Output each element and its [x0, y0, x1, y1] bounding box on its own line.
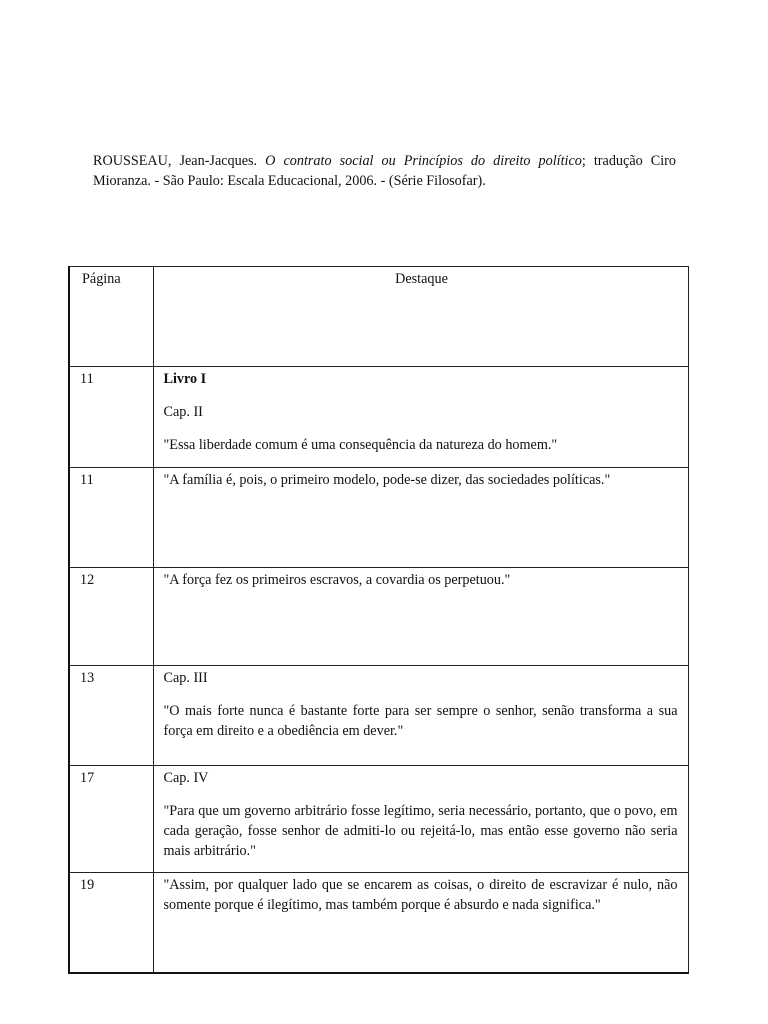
table-row	[69, 666, 688, 766]
quote-text: "A família é, pois, o primeiro modelo, pode-se dizer, das sociedades políticas."	[163, 472, 611, 488]
chapter-label: Cap. II	[163, 404, 203, 420]
quote-text: "Para que um governo arbitrário fosse legítimo, seria necessário, portanto, que o povo, em cada geração, fosse senhor de admiti-lo ou rejeitá-lo, mas então esse governo não seria mais arbitrário."	[163, 803, 678, 859]
row-page-number: 17	[69, 766, 153, 873]
row-page-number: 11	[69, 367, 153, 468]
citation-publication-details: ; tradução Ciro Mioranza. - São Paulo: Escala Educacional, 2006. - (Série Filosofar).	[93, 153, 676, 189]
table-row	[69, 468, 688, 568]
row-page-number: 13	[69, 666, 153, 766]
row-page-number: 12	[69, 568, 153, 666]
row-highlight	[153, 666, 688, 766]
quote-text: "O mais forte nunca é bastante forte para ser sempre o senhor, senão transforma a sua força em direito e a obediência em dever."	[163, 703, 678, 739]
table-row	[69, 568, 688, 666]
quote-text: "A força fez os primeiros escravos, a covardia os perpetuou."	[163, 572, 511, 588]
row-highlight	[153, 468, 688, 568]
row-highlight	[153, 873, 688, 973]
header-highlight: Destaque	[153, 267, 688, 367]
table-row	[69, 367, 688, 468]
header-page: Página	[69, 267, 153, 367]
table-row	[69, 766, 688, 873]
book-heading: Livro I	[163, 371, 207, 387]
row-highlight	[153, 568, 688, 666]
row-highlight	[153, 766, 688, 873]
highlights-table	[68, 266, 689, 974]
chapter-label: Cap. IV	[163, 770, 209, 786]
quote-text: "Assim, por qualquer lado que se encarem as coisas, o direito de escravizar é nulo, não somente porque é ilegítimo, mas também porque é absurdo e nada significa."	[163, 877, 678, 913]
quote-text: "Essa liberdade comum é uma consequência da natureza do homem."	[163, 437, 558, 453]
row-highlight	[153, 367, 688, 468]
table-row	[69, 873, 688, 973]
table-header-row	[69, 267, 688, 367]
citation-title: O contrato social ou Princípios do direito político	[265, 153, 582, 169]
bibliographic-citation	[93, 151, 676, 191]
row-page-number: 11	[69, 468, 153, 568]
row-page-number: 19	[69, 873, 153, 973]
chapter-label: Cap. III	[163, 670, 208, 686]
citation-author: ROUSSEAU, Jean-Jacques.	[93, 153, 266, 169]
